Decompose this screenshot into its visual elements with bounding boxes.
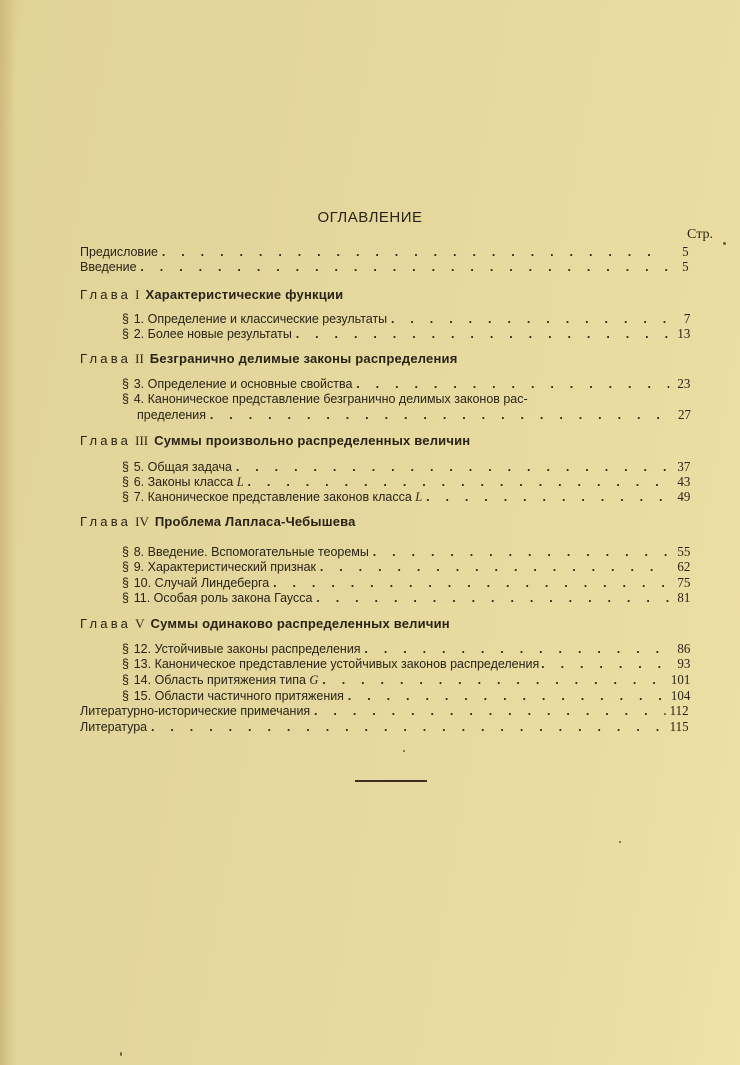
chapter-title: Суммы одинаково распределенных величин [150, 616, 450, 631]
chapter-number: III [135, 433, 149, 448]
section-sign-icon: § [122, 474, 129, 489]
section-sign-icon: § [122, 459, 129, 474]
math-symbol: G [309, 672, 319, 687]
section-title: Определение и классические результаты [147, 311, 388, 326]
toc-entry-page: 75 [677, 575, 691, 590]
section-number: 11. [133, 590, 151, 605]
toc-entry-label [122, 688, 344, 703]
dot-leader [140, 259, 667, 274]
toc-entry-label [122, 489, 422, 504]
dot-leader [426, 489, 669, 504]
toc-entry-label [122, 575, 269, 590]
toc-entry-page: 62 [677, 559, 691, 574]
toc-entry-page: 49 [677, 489, 691, 504]
dot-leader [314, 703, 666, 718]
toc-entry-label: Литература [80, 719, 148, 734]
section-sign-icon: § [122, 575, 129, 590]
dot-leader [248, 474, 670, 489]
toc-entry-label [122, 474, 244, 489]
dot-leader [151, 719, 666, 734]
paper-speck [403, 750, 405, 752]
toc-section-9[interactable] [122, 559, 690, 574]
toc-section-4[interactable] [122, 391, 690, 406]
toc-entry-label: Литературно-исторические примечания [80, 703, 311, 718]
section-number: 3. [133, 376, 145, 391]
toc-entry-page: 43 [677, 474, 691, 489]
dot-leader [273, 575, 669, 590]
chapter-word: Глава [80, 616, 132, 631]
chapter-title: Проблема Лапласа-Чебышева [154, 514, 356, 529]
section-sign-icon: § [122, 311, 129, 326]
toc-entry-label [122, 544, 369, 559]
section-title: Общая задача [147, 459, 232, 474]
closing-rule-divider [355, 780, 427, 782]
toc-entry-label [122, 311, 387, 326]
section-title: Устойчивые законы распределения [154, 641, 361, 656]
section-number: 6. [133, 474, 145, 489]
section-title: Каноническое представление устойчивых законов распределения [154, 656, 540, 671]
toc-section-1[interactable] [122, 311, 690, 326]
toc-entry-label [122, 559, 316, 574]
chapter-title: Характеристические функции [145, 287, 344, 302]
section-sign-icon: § [122, 656, 129, 671]
chapter-number: II [135, 351, 144, 366]
chapter-word: Глава [80, 514, 132, 529]
toc-entry-page: 81 [677, 590, 691, 605]
page-edge-shadow [0, 0, 16, 1065]
chapter-word: Глава [80, 351, 132, 366]
section-sign-icon: § [122, 590, 129, 605]
section-sign-icon: § [122, 544, 129, 559]
toc-entry-page: 112 [669, 703, 689, 718]
chapter-heading-2[interactable] [80, 351, 458, 366]
chapter-word: Глава [80, 287, 132, 302]
section-number: 7. [133, 489, 145, 504]
section-title: Введение. Вспомогательные теоремы [147, 544, 369, 559]
toc-entry-page: 5 [682, 244, 689, 259]
toc-section-4-continuation[interactable] [137, 407, 691, 422]
section-number: 8. [133, 544, 145, 559]
section-title: Каноническое представление безгранично делимых законов рас- [147, 391, 528, 406]
chapter-heading-1[interactable] [80, 287, 343, 302]
toc-entry-page: 55 [677, 544, 691, 559]
section-number: 15. [133, 688, 152, 703]
dot-leader [364, 641, 669, 656]
toc-entry-page: 5 [682, 259, 689, 274]
dot-leader [391, 311, 669, 326]
math-symbol: L [415, 489, 423, 504]
math-symbol: L [236, 474, 244, 489]
paper-speck [120, 1052, 122, 1056]
toc-entry-historical-notes[interactable] [80, 703, 689, 718]
toc-entry-label [122, 326, 292, 341]
chapter-number: V [135, 616, 145, 631]
dot-leader [348, 688, 667, 703]
toc-entry-label [122, 459, 232, 474]
section-number: 13. [133, 656, 152, 671]
section-title: Область притяжения типа [154, 672, 306, 687]
section-title: Характеристический признак [147, 559, 316, 574]
page-column-label: Стр. [687, 227, 713, 242]
section-sign-icon: § [122, 376, 129, 391]
toc-section-13[interactable] [122, 656, 690, 671]
toc-entry-introduction[interactable] [80, 259, 689, 274]
toc-section-14[interactable] [122, 672, 690, 687]
dot-leader [322, 672, 667, 687]
toc-entry-bibliography[interactable] [80, 719, 689, 734]
toc-section-7[interactable] [122, 489, 690, 504]
section-number: 1. [133, 311, 145, 326]
toc-entry-page: 93 [677, 656, 691, 671]
chapter-title: Суммы произвольно распределенных величин [154, 433, 471, 448]
section-sign-icon: § [122, 672, 129, 687]
section-number: 12. [133, 641, 152, 656]
dot-leader [541, 656, 671, 671]
toc-section-5[interactable] [122, 459, 690, 474]
page-title: ОГЛАВЛЕНИЕ [317, 209, 423, 226]
toc-entry-page: 13 [677, 326, 691, 341]
dot-leader [373, 544, 670, 559]
toc-entry-label [122, 391, 528, 406]
section-title: Каноническое представление законов класса [147, 489, 412, 504]
toc-entry-label [122, 376, 352, 391]
section-sign-icon: § [122, 391, 129, 406]
section-title: Более новые результаты [147, 326, 292, 341]
toc-entry-preface[interactable] [80, 244, 689, 259]
dot-leader [320, 559, 669, 574]
chapter-number: IV [135, 514, 149, 529]
toc-entry-label [122, 672, 318, 687]
dot-leader [356, 376, 669, 391]
section-number: 10. [133, 575, 152, 590]
section-title: Случай Линдеберга [154, 575, 270, 590]
section-number: 5. [133, 459, 145, 474]
toc-entry-label [122, 590, 312, 605]
dot-leader [162, 244, 668, 259]
chapter-heading-4[interactable] [80, 514, 356, 529]
toc-entry-page: 27 [677, 407, 691, 422]
section-sign-icon: § [122, 641, 129, 656]
toc-entry-page: 86 [677, 641, 691, 656]
toc-entry-page: 23 [677, 376, 691, 391]
chapter-heading-5[interactable] [80, 616, 450, 631]
toc-section-11[interactable] [122, 590, 690, 605]
toc-entry-label: Предисловие [80, 244, 158, 259]
chapter-heading-3[interactable] [80, 433, 470, 448]
section-number: 9. [133, 559, 145, 574]
section-title: Особая роль закона Гаусса [153, 590, 313, 605]
dot-leader [316, 590, 669, 605]
toc-entry-page: 37 [677, 459, 691, 474]
paper-speck [619, 841, 621, 843]
chapter-title: Безгранично делимые законы распределения [149, 351, 458, 366]
dot-leader [210, 407, 670, 422]
section-number: 14. [133, 672, 152, 687]
section-number: 4. [133, 391, 145, 406]
toc-section-12[interactable] [122, 641, 690, 656]
paper-speck [723, 242, 726, 245]
section-title-continuation: пределения [137, 407, 207, 422]
toc-entry-page: 115 [669, 719, 689, 734]
toc-section-6[interactable] [122, 474, 690, 489]
chapter-word: Глава [80, 433, 132, 448]
section-sign-icon: § [122, 559, 129, 574]
chapter-number: I [135, 287, 140, 302]
toc-section-3[interactable] [122, 376, 690, 391]
toc-section-10[interactable] [122, 575, 690, 590]
toc-section-8[interactable] [122, 544, 690, 559]
section-title: Области частичного притяжения [154, 688, 344, 703]
toc-entry-label: Введение [80, 259, 137, 274]
section-title: Законы класса [147, 474, 234, 489]
toc-section-2[interactable] [122, 326, 690, 341]
toc-section-15[interactable] [122, 688, 690, 703]
dot-leader [296, 326, 670, 341]
toc-entry-label [122, 641, 361, 656]
section-title: Определение и основные свойства [147, 376, 353, 391]
toc-entry-page: 101 [670, 672, 691, 687]
dot-leader [236, 459, 669, 474]
toc-entry-page: 104 [670, 688, 691, 703]
toc-entry-page: 7 [683, 311, 691, 326]
section-sign-icon: § [122, 326, 129, 341]
section-sign-icon: § [122, 688, 129, 703]
section-sign-icon: § [122, 489, 129, 504]
toc-entry-label [122, 656, 539, 671]
section-number: 2. [133, 326, 145, 341]
